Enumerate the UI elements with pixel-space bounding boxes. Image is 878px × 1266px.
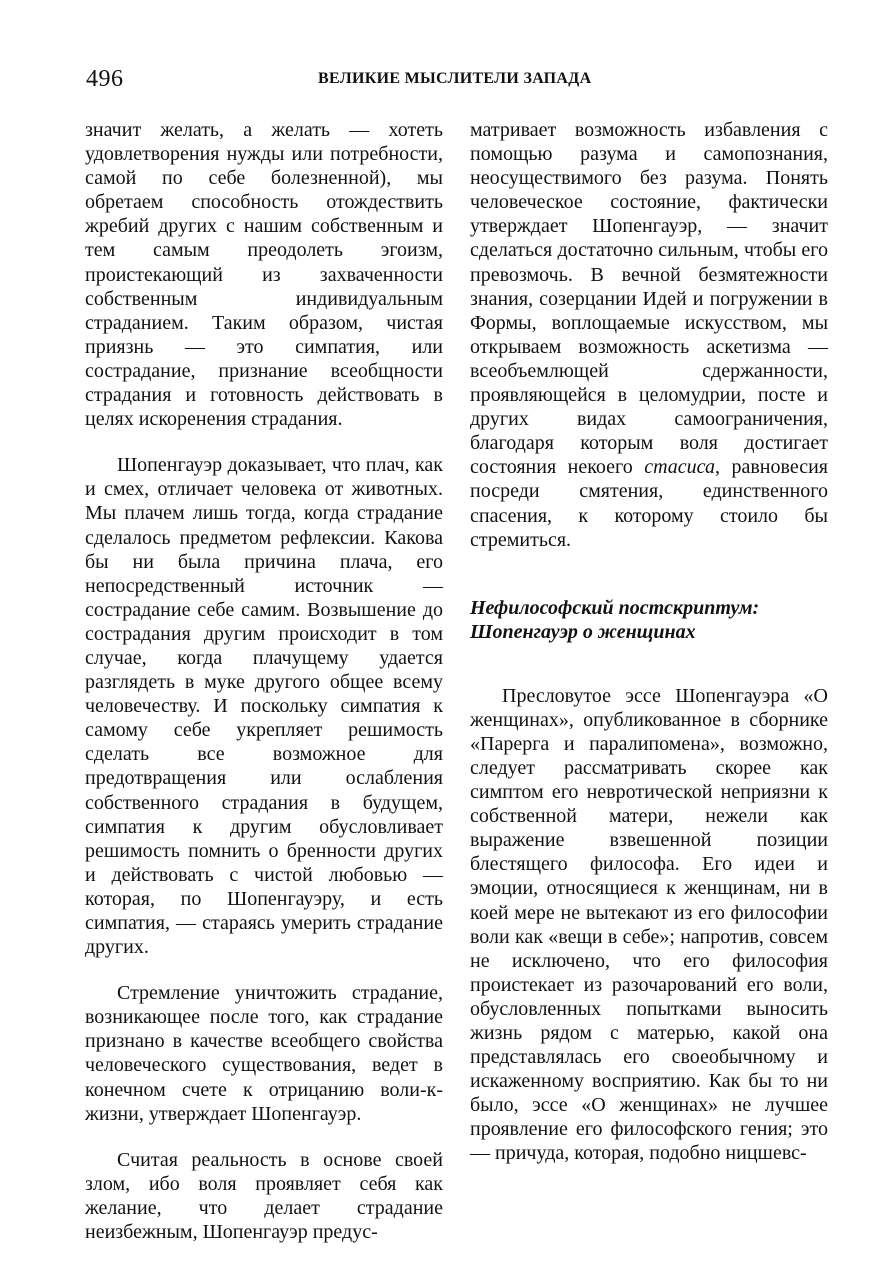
paragraph [470,118,828,552]
paragraph-text: матривает возможность избавления с помощью разума и самопознания, неосуществимого без разума. Понять человеческое состояние, фактически утверждает Шопенгауэр, — значит сделаться достаточно сильным, чтобы его превозмочь. В вечной безмятежности знания, созерцании Идей и погружении в Формы, воплощаемые искусством, мы открываем возможность аскетизма — всеобъемлющей сдержанности, проявляющейся в целомудрии, посте и других видах самоограничения, благодаря которым воля достигает состояния некоего [470,119,828,479]
paragraph: Пресловутое эссе Шопенгауэра «О женщинах», опубликованное в сборнике «Парерга и паралипомена», возможно, следует рассматривать скорее как симптом его невротической неприязни к собственной матери, нежели как выражение взвешенной позиции блестящего философа. Его идеи и эмоции, относящиеся к женщинам, ни в коей мере не вытекают из его философии воли как «вещи в себе»; напротив, совсем не исключено, что его философия проистекает из разочарований его воли, обусловленных попытками выносить жизнь рядом с матерью, какой она представлялась его своеобычному и искаженному восприятию. Как бы то ни было, эссе «О женщинах» не лучшее проявление его философского гения; это — причуда, которая, подобно ницшевс- [470,684,828,1165]
section-heading-line: Шопенгауэр о женщинах [470,620,696,643]
right-column [470,118,828,1188]
page-number: 496 [86,66,124,92]
paragraph: Стремление уничтожить страдание, возникающее после того, как страдание признано в качестве всеобщего свойства человеческого существования, ведет в конечном счете к отрицанию воли-к-жизни, утверждает Шопенгауэр. [85,982,443,1125]
italic-term: стасиса [644,456,716,479]
left-column [85,118,443,1266]
paragraph: Считая реальность в основе своей злом, ибо воля проявляет себя как желание, что делает страдание неизбежным, Шопенгауэр предус- [85,1148,443,1244]
paragraph: значит желать, а желать — хотеть удовлетворения нужды или потребности, самой по себе болезненной), мы обретаем способность отождествить жребий других с нашим собственным и тем самым преодолеть эгоизм, проистекающий из захваченности собственным индивидуальным страданием. Таким образом, чистая приязнь — это симпатия, или сострадание, признание всеобщности страдания и готовность действовать в целях искоренения страдания. [85,119,443,431]
section-heading [470,596,828,644]
paragraph-text: , равновесия посреди смятения, единственного спасения, к которому стоило бы стремиться. [470,456,828,551]
running-title: ВЕЛИКИЕ МЫСЛИТЕЛИ ЗАПАДА [318,70,592,87]
paragraph: Шопенгауэр доказывает, что плач, как и смех, отличает человека от животных. Мы плачем лишь тогда, когда страдание сделалось предметом рефлексии. Какова бы ни была причина плача, его непосредственный источник — сострадание себе самим. Возвышение до сострадания другим происходит в том случае, когда плачущему удается разглядеть в муке другого общее всему человечеству. И поскольку симпатия к самому себе укрепляет решимость сделать все возможное для предотвращения или ослабления собственного страдания в будущем, симпатия к другим обусловливает решимость помнить о бренности других и действовать с чистой любовью — которая, по Шопенгауэру, и есть симпатия, — стараясь умерить страдание других. [85,454,443,959]
section-heading-line: Нефилософский постскриптум: [470,596,760,619]
